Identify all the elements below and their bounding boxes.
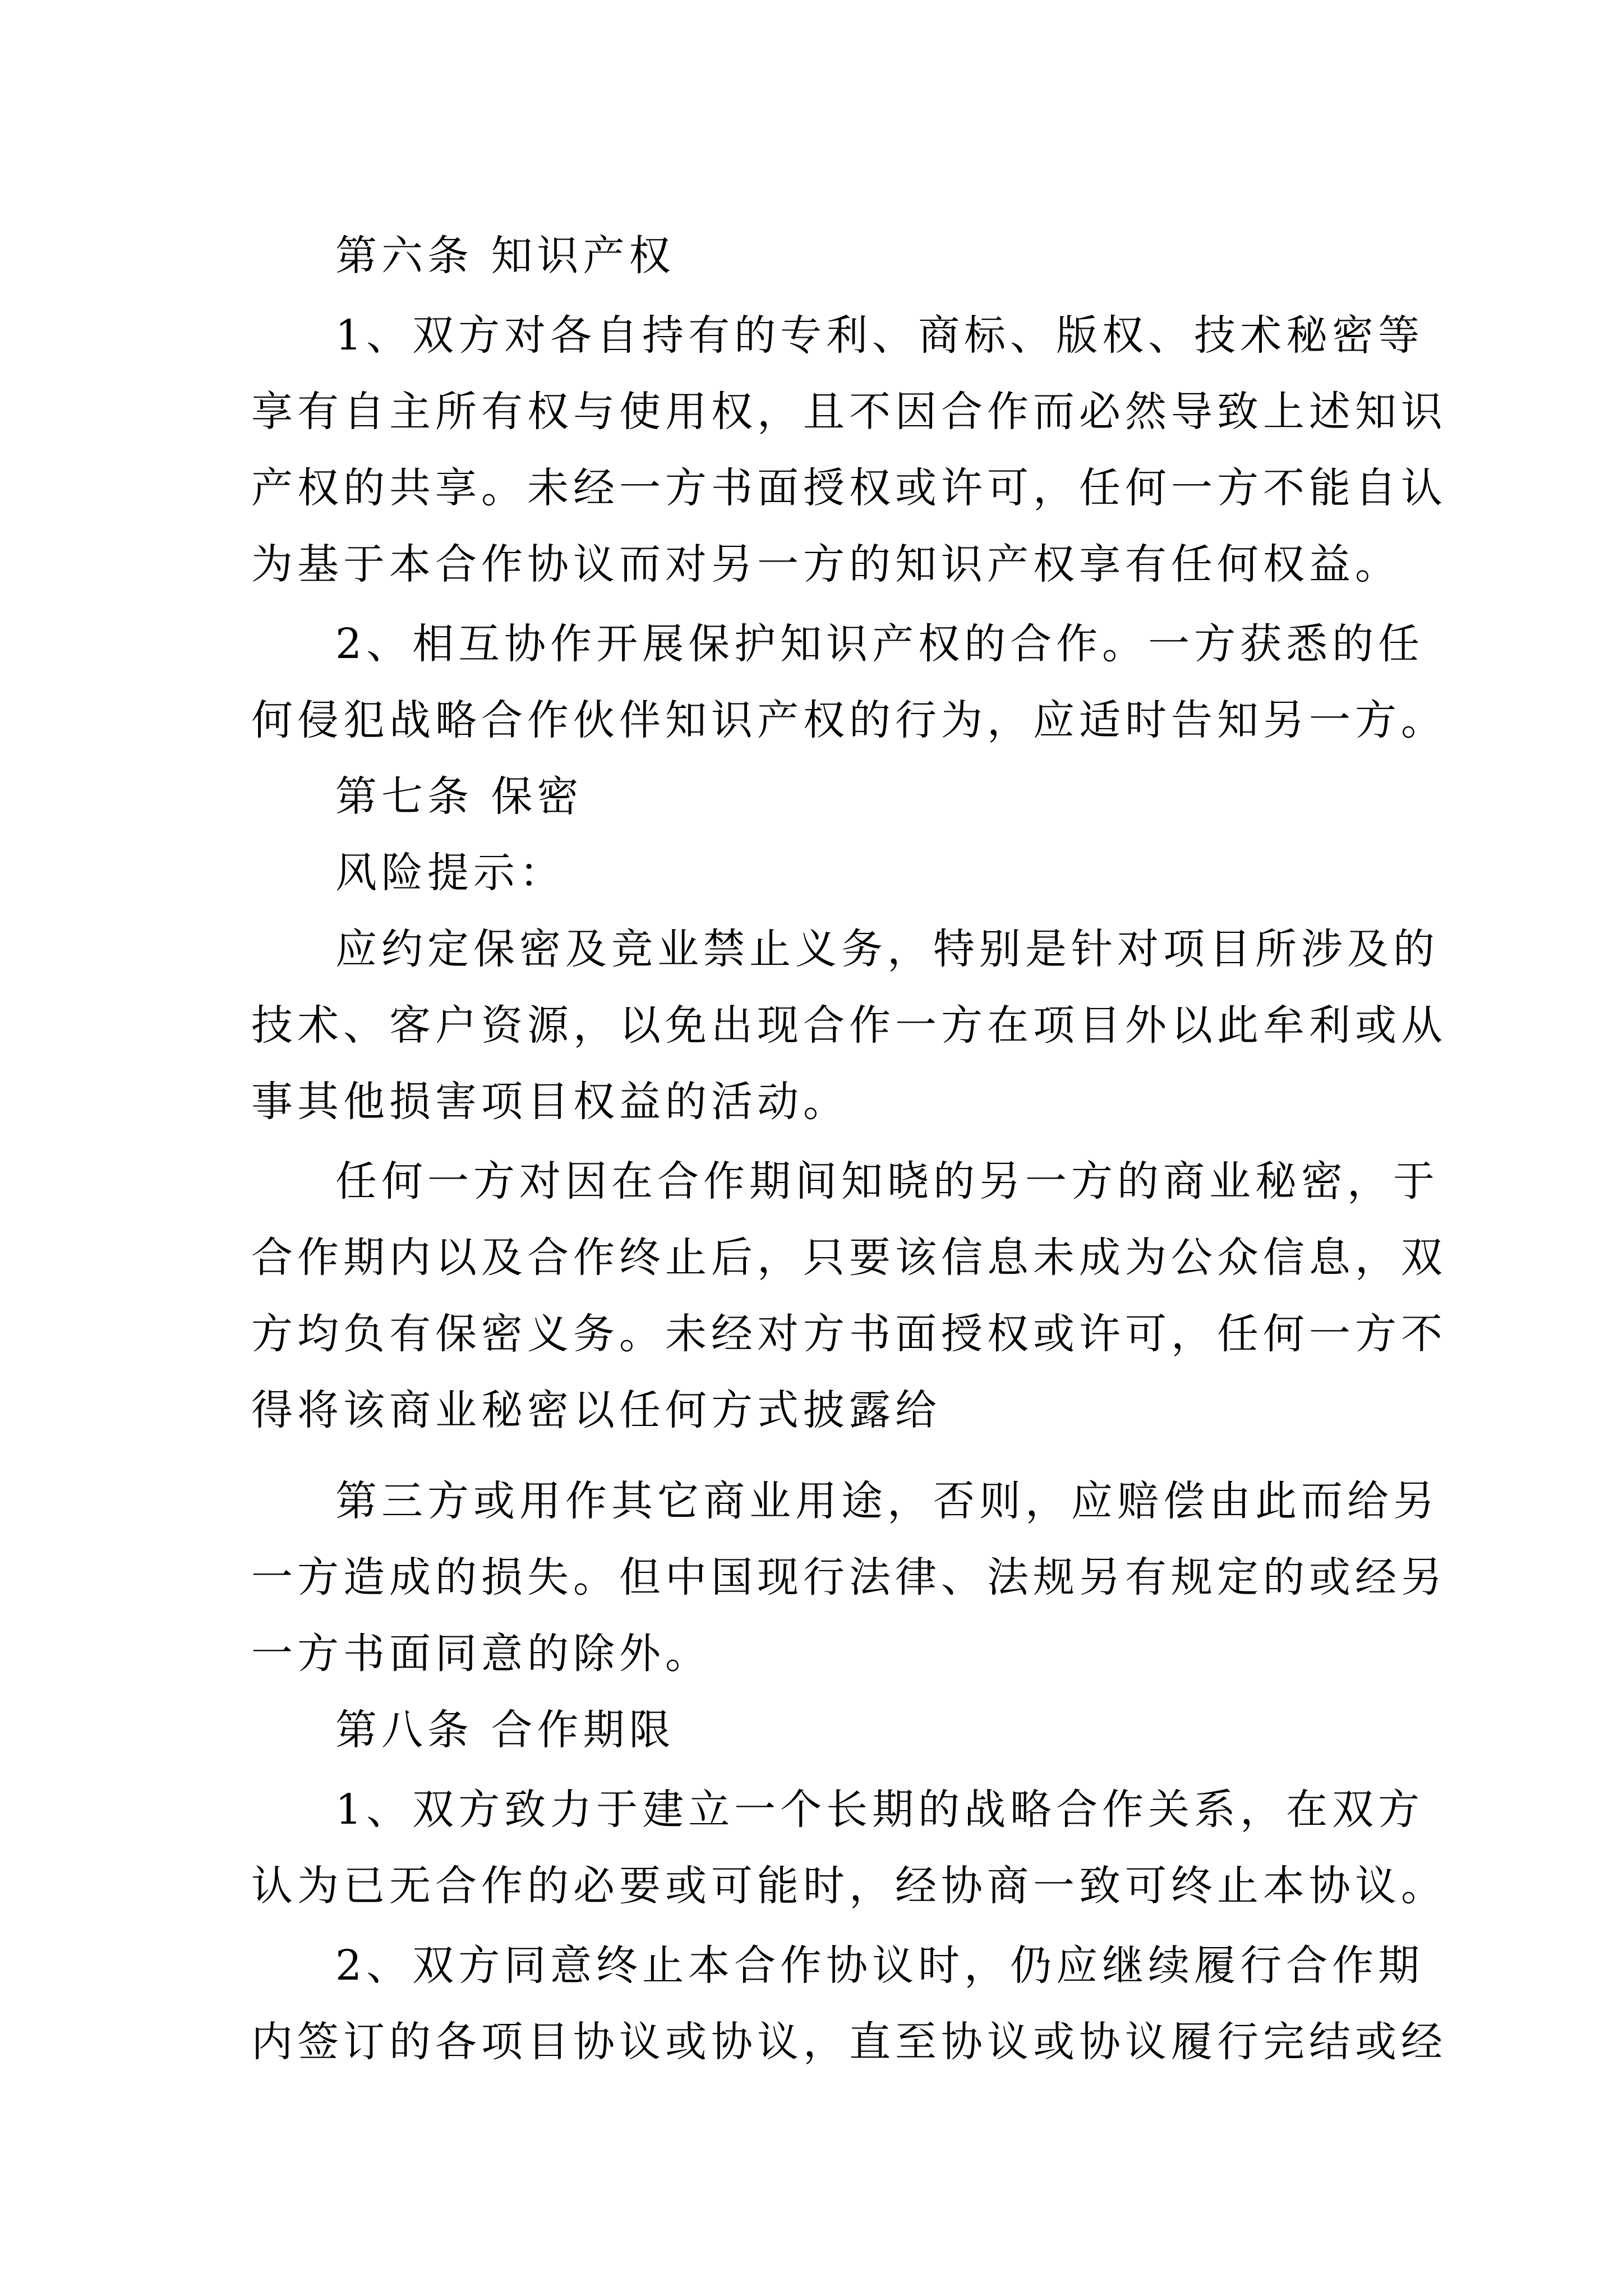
confidentiality-line-7: 一方书面同意的除外。 — [251, 1630, 711, 1678]
article-8-clause-1-line-2: 认为已无合作的必要或可能时，经协商一致可终止本协议。 — [251, 1862, 1447, 1910]
confidentiality-line-2: 合作期内以及合作终止后，只要该信息未成为公众信息，双 — [251, 1234, 1447, 1282]
risk-notice-line-2: 技术、客户资源，以免出现合作一方在项目外以此牟利或从 — [251, 1001, 1447, 1050]
document-body — [251, 218, 1447, 2080]
article-7-heading: 第七条 保密 — [335, 772, 583, 821]
risk-notice-label: 风险提示： — [335, 849, 565, 897]
risk-notice-line-1: 应约定保密及竞业禁止义务，特别是针对项目所涉及的 — [335, 925, 1439, 973]
article-6-clause-1-line-3: 产权的共享。未经一方书面授权或许可，任何一方不能自认 — [251, 464, 1447, 512]
article-6-clause-1-line-2: 享有自主所有权与使用权，且不因合作而必然导致上述知识 — [251, 388, 1447, 436]
confidentiality-line-1: 任何一方对因在合作期间知晓的另一方的商业秘密，于 — [335, 1157, 1439, 1205]
article-6-clause-2-line-2: 何侵犯战略合作伙伴知识产权的行为，应适时告知另一方。 — [251, 696, 1447, 744]
article-8-clause-1-line-1: 1、双方致力于建立一个长期的战略合作关系，在双方 — [335, 1786, 1424, 1834]
article-6-heading: 第六条 知识产权 — [335, 232, 675, 280]
confidentiality-line-6: 一方造成的损失。但中国现行法律、法规另有规定的或经另 — [251, 1553, 1447, 1602]
article-6-clause-1-line-4: 为基于本合作协议而对另一方的知识产权享有任何权益。 — [251, 540, 1401, 588]
article-8-heading: 第八条 合作期限 — [335, 1706, 675, 1754]
article-6-clause-1-line-1: 1、双方对各自持有的专利、商标、版权、技术秘密等 — [335, 311, 1424, 360]
confidentiality-line-3: 方均负有保密义务。未经对方书面授权或许可，任何一方不 — [251, 1310, 1447, 1358]
risk-notice-line-3: 事其他损害项目权益的活动。 — [251, 1078, 849, 1126]
article-6-clause-2-line-1: 2、相互协作开展保护知识产权的合作。一方获悉的任 — [335, 620, 1424, 668]
article-8-clause-2-line-1: 2、双方同意终止本合作协议时，仍应继续履行合作期 — [335, 1941, 1424, 1990]
confidentiality-line-5: 第三方或用作其它商业用途，否则，应赔偿由此而给另 — [335, 1477, 1439, 1525]
article-8-clause-2-line-2: 内签订的各项目协议或协议，直至协议或协议履行完结或经 — [251, 2018, 1447, 2066]
confidentiality-line-4: 得将该商业秘密以任何方式披露给 — [251, 1386, 941, 1434]
